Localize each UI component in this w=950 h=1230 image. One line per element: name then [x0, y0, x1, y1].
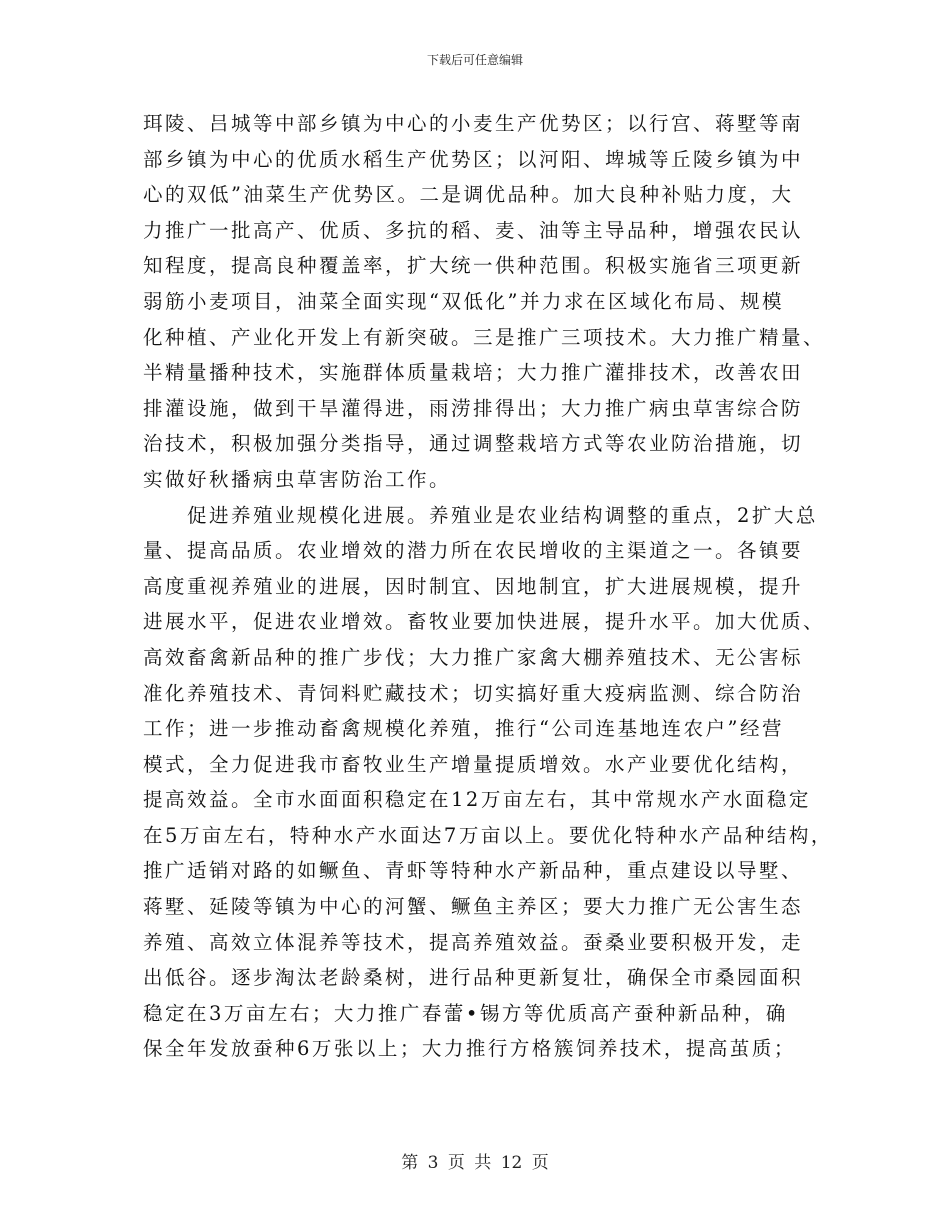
text-line: 知程度，提高良种覆盖率，扩大统一供种范围。积极实施省三项更新	[143, 254, 804, 278]
text-line: 推广适销对路的如鳜鱼、青虾等特种水产新品种，重点建设以导墅、	[143, 859, 804, 883]
text-line: 半精量播种技术，实施群体质量栽培；大力推广灌排技术，改善农田	[143, 361, 804, 385]
text-line: 心的双低”油菜生产优势区。二是调优品种。加大良种补贴力度，大	[143, 183, 794, 207]
text-line: 量、提高品质。农业增效的潜力所在农民增收的主渠道之一。各镇要	[143, 539, 804, 563]
text-line: 部乡镇为中心的优质水稻生产优势区；以河阳、埤城等丘陵乡镇为中	[143, 147, 804, 171]
text-line: 养殖、高效立体混养等技术，提高养殖效益。蚕桑业要积极开发，走	[143, 930, 804, 954]
text-line: 高效畜禽新品种的推广步伐；大力推广家禽大棚养殖技术、无公害标	[143, 645, 804, 669]
text-line: 高度重视养殖业的进展，因时制宜、因地制宜，扩大进展规模，提升	[143, 574, 804, 598]
text-line: 弱筋小麦项目，油菜全面实现“双低化”并力求在区域化布局、规模	[143, 289, 784, 313]
text-line: 蒋墅、延陵等镇为中心的河蟹、鳜鱼主养区；要大力推广无公害生态	[143, 895, 804, 919]
text-line: 提高效益。全市水面面积稳定在12万亩左右，其中常规水产水面稳定	[143, 788, 811, 812]
text-line: 出低谷。逐步淘汰老龄桑树，进行品种更新复壮，确保全市桑园面积	[143, 966, 804, 990]
text-line: 模式，全力促进我市畜牧业生产增量提质增效。水产业要优化结构，	[143, 752, 804, 776]
text-line: 进展水平，促进农业增效。畜牧业要加快进展，提升水平。加大优质、	[143, 610, 826, 634]
text-line: 排灌设施，做到干旱灌得进，雨涝排得出；大力推广病虫草害综合防	[143, 396, 804, 420]
text-line: 力推广一批高产、优质、多抗的稻、麦、油等主导品种，增强农民认	[143, 218, 804, 242]
text-line: 促进养殖业规模化进展。养殖业是农业结构调整的重点，2扩大总	[143, 503, 818, 527]
text-line: 实做好秋播病虫草害防治工作。	[143, 467, 452, 491]
text-line: 稳定在3万亩左右；大力推广春蕾•锡方等优质高产蚕种新品种，确	[143, 1001, 788, 1025]
text-line: 珥陵、吕城等中部乡镇为中心的小麦生产优势区；以行宫、蒋墅等南	[143, 112, 804, 135]
body-text	[143, 106, 833, 1067]
text-line: 化种植、产业化开发上有新突破。三是推广三项技术。大力推广精量、	[143, 325, 826, 349]
page-header: 下载后可任意编辑	[426, 53, 523, 67]
page-number: 第 3 页 共 12 页	[401, 1153, 549, 1173]
text-line: 保全年发放蚕种6万张以上；大力推行方格簇饲养技术，提高茧质；	[143, 1037, 796, 1061]
text-line: 准化养殖技术、青饲料贮藏技术；切实搞好重大疫病监测、综合防治	[143, 681, 804, 705]
text-line: 工作；进一步推动畜禽规模化养殖，推行“公司连基地连农户”经营	[143, 717, 784, 741]
text-line: 治技术，积极加强分类指导，通过调整栽培方式等农业防治措施，切	[143, 432, 804, 456]
text-line: 在5万亩左右，特种水产水面达7万亩以上。要优化特种水产品种结构，	[143, 823, 833, 847]
